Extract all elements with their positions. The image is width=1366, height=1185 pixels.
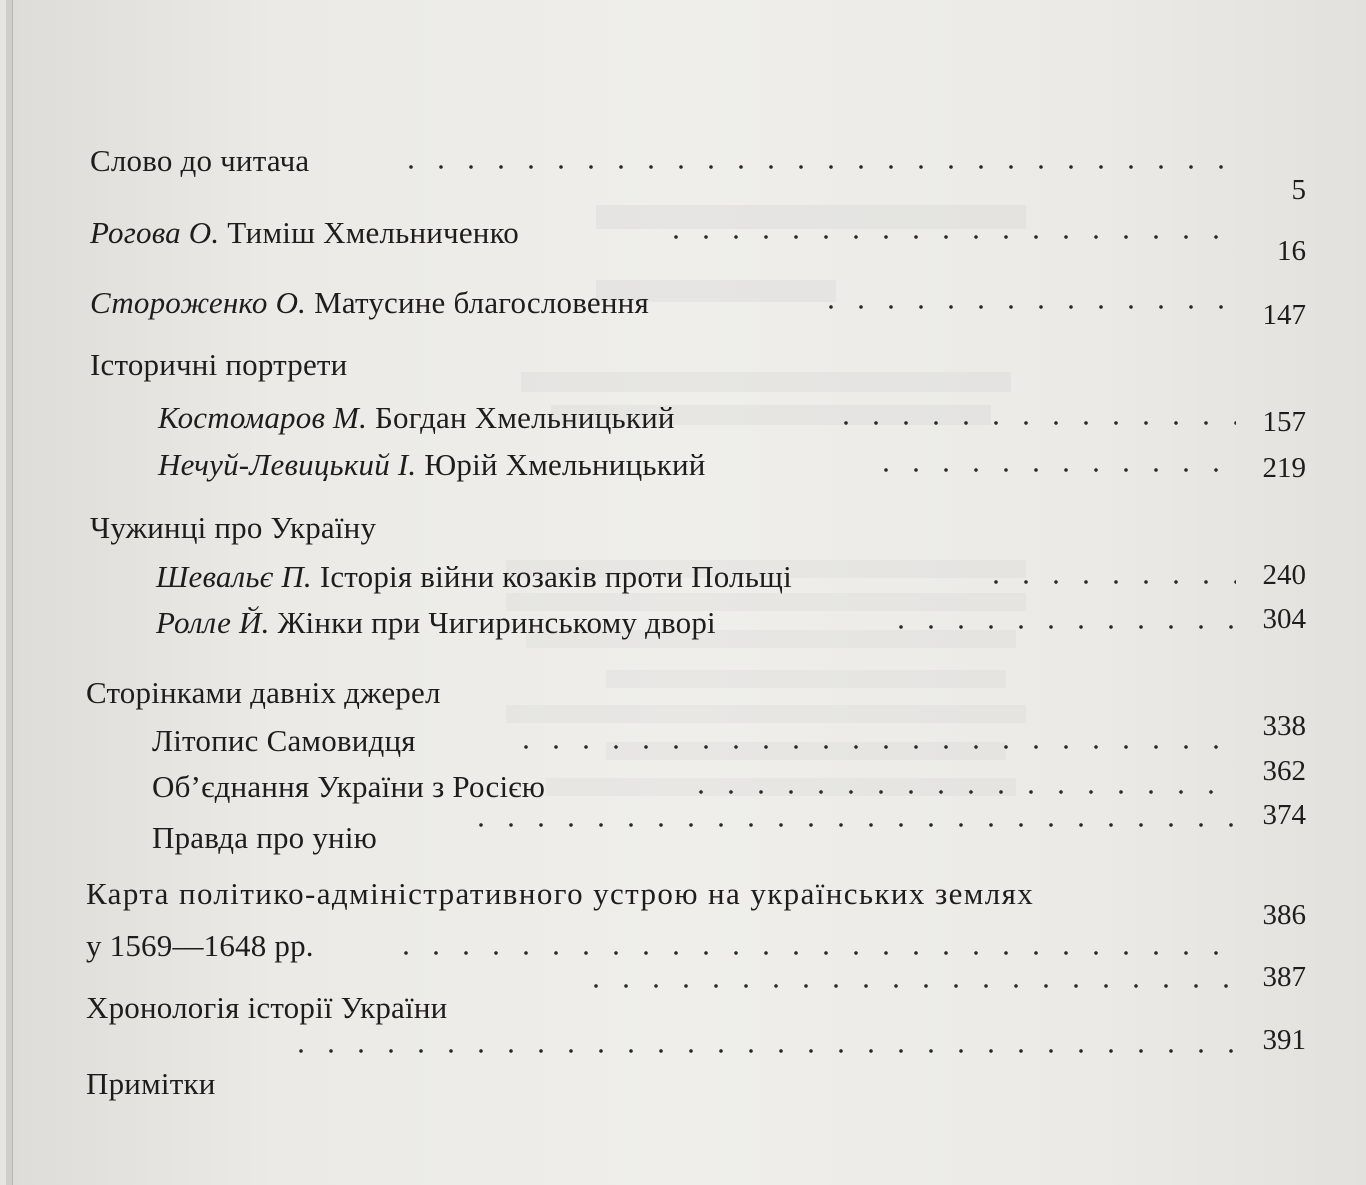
toc-entry — [158, 449, 706, 480]
toc-page-number: 157 — [1262, 406, 1306, 438]
toc-entry-title: Історія війни козаків проти Польщі — [319, 559, 792, 594]
dot-leader — [886, 624, 1236, 630]
dot-leader — [831, 420, 1236, 426]
toc-entry-title: Об’єднання України з Росією — [152, 769, 546, 804]
dot-leader — [391, 950, 1236, 956]
toc-section-heading: Історичні портрети — [90, 347, 348, 382]
toc-entry — [158, 402, 675, 433]
toc-page-number: 219 — [1262, 452, 1306, 484]
toc-page-number: 391 — [1262, 1024, 1306, 1056]
toc-entry-title-line2: у 1569—1648 рр. — [86, 928, 314, 963]
toc-page-number: 386 — [1262, 899, 1306, 931]
toc-page-number: 374 — [1262, 799, 1306, 831]
toc-entry-author: Стороженко О. — [90, 285, 307, 320]
toc-entry-title: Юрій Хмельницький — [424, 447, 706, 482]
toc-entry-author: Ролле Й. — [156, 605, 270, 640]
toc-section-heading: Сторінками давніх джерел — [86, 675, 441, 710]
toc-entry-author: Шевальє П. — [156, 559, 312, 594]
dot-leader — [981, 579, 1236, 585]
toc-page-number: 387 — [1262, 961, 1306, 993]
toc-entry-title: Матусине благословення — [314, 285, 649, 320]
toc-page-number: 147 — [1262, 299, 1306, 331]
toc-entry-title: Правда про унію — [152, 820, 377, 855]
toc-entry-author: Рогова О. — [90, 215, 220, 250]
toc-entry — [90, 217, 519, 248]
toc-entry-author: Нечуй-Левицький І. — [158, 447, 417, 482]
toc-entry-title: Карта політико-адміністративного устрою на українських землях — [86, 876, 1035, 911]
book-page — [6, 0, 1366, 1185]
toc-entry-title: Тиміш Хмельниченко — [227, 215, 519, 250]
toc-entry — [156, 561, 792, 592]
toc-entry-title: Літопис Самовидця — [152, 723, 416, 758]
toc-entry — [90, 287, 649, 318]
toc-entry — [156, 607, 716, 638]
dot-leader — [511, 744, 1236, 750]
toc-entry-title: Жінки при Чигиринському дворі — [277, 605, 716, 640]
toc-page-number: 240 — [1262, 559, 1306, 591]
dot-leader — [396, 164, 1236, 170]
dot-leader — [661, 234, 1236, 240]
toc-section-heading: Чужинці про Україну — [90, 510, 377, 545]
toc-entry-title: Хронологія історії України — [86, 990, 448, 1025]
dot-leader — [286, 1048, 1236, 1054]
toc-entry-title: Слово до читача — [90, 143, 310, 178]
toc-entry-author: Костомаров М. — [158, 400, 368, 435]
dot-leader — [816, 304, 1236, 310]
toc-page-number: 16 — [1277, 235, 1306, 267]
toc-entry-title: Богдан Хмельницький — [375, 400, 675, 435]
dot-leader — [871, 467, 1236, 473]
toc-page-number: 304 — [1262, 603, 1306, 635]
toc-entry-title: Примітки — [86, 1066, 216, 1101]
dot-leader — [466, 822, 1236, 828]
dot-leader — [686, 789, 1236, 795]
toc-page-number: 338 — [1262, 710, 1306, 742]
dot-leader — [581, 983, 1236, 989]
toc-page-number: 362 — [1262, 755, 1306, 787]
toc-page-number: 5 — [1291, 174, 1306, 206]
